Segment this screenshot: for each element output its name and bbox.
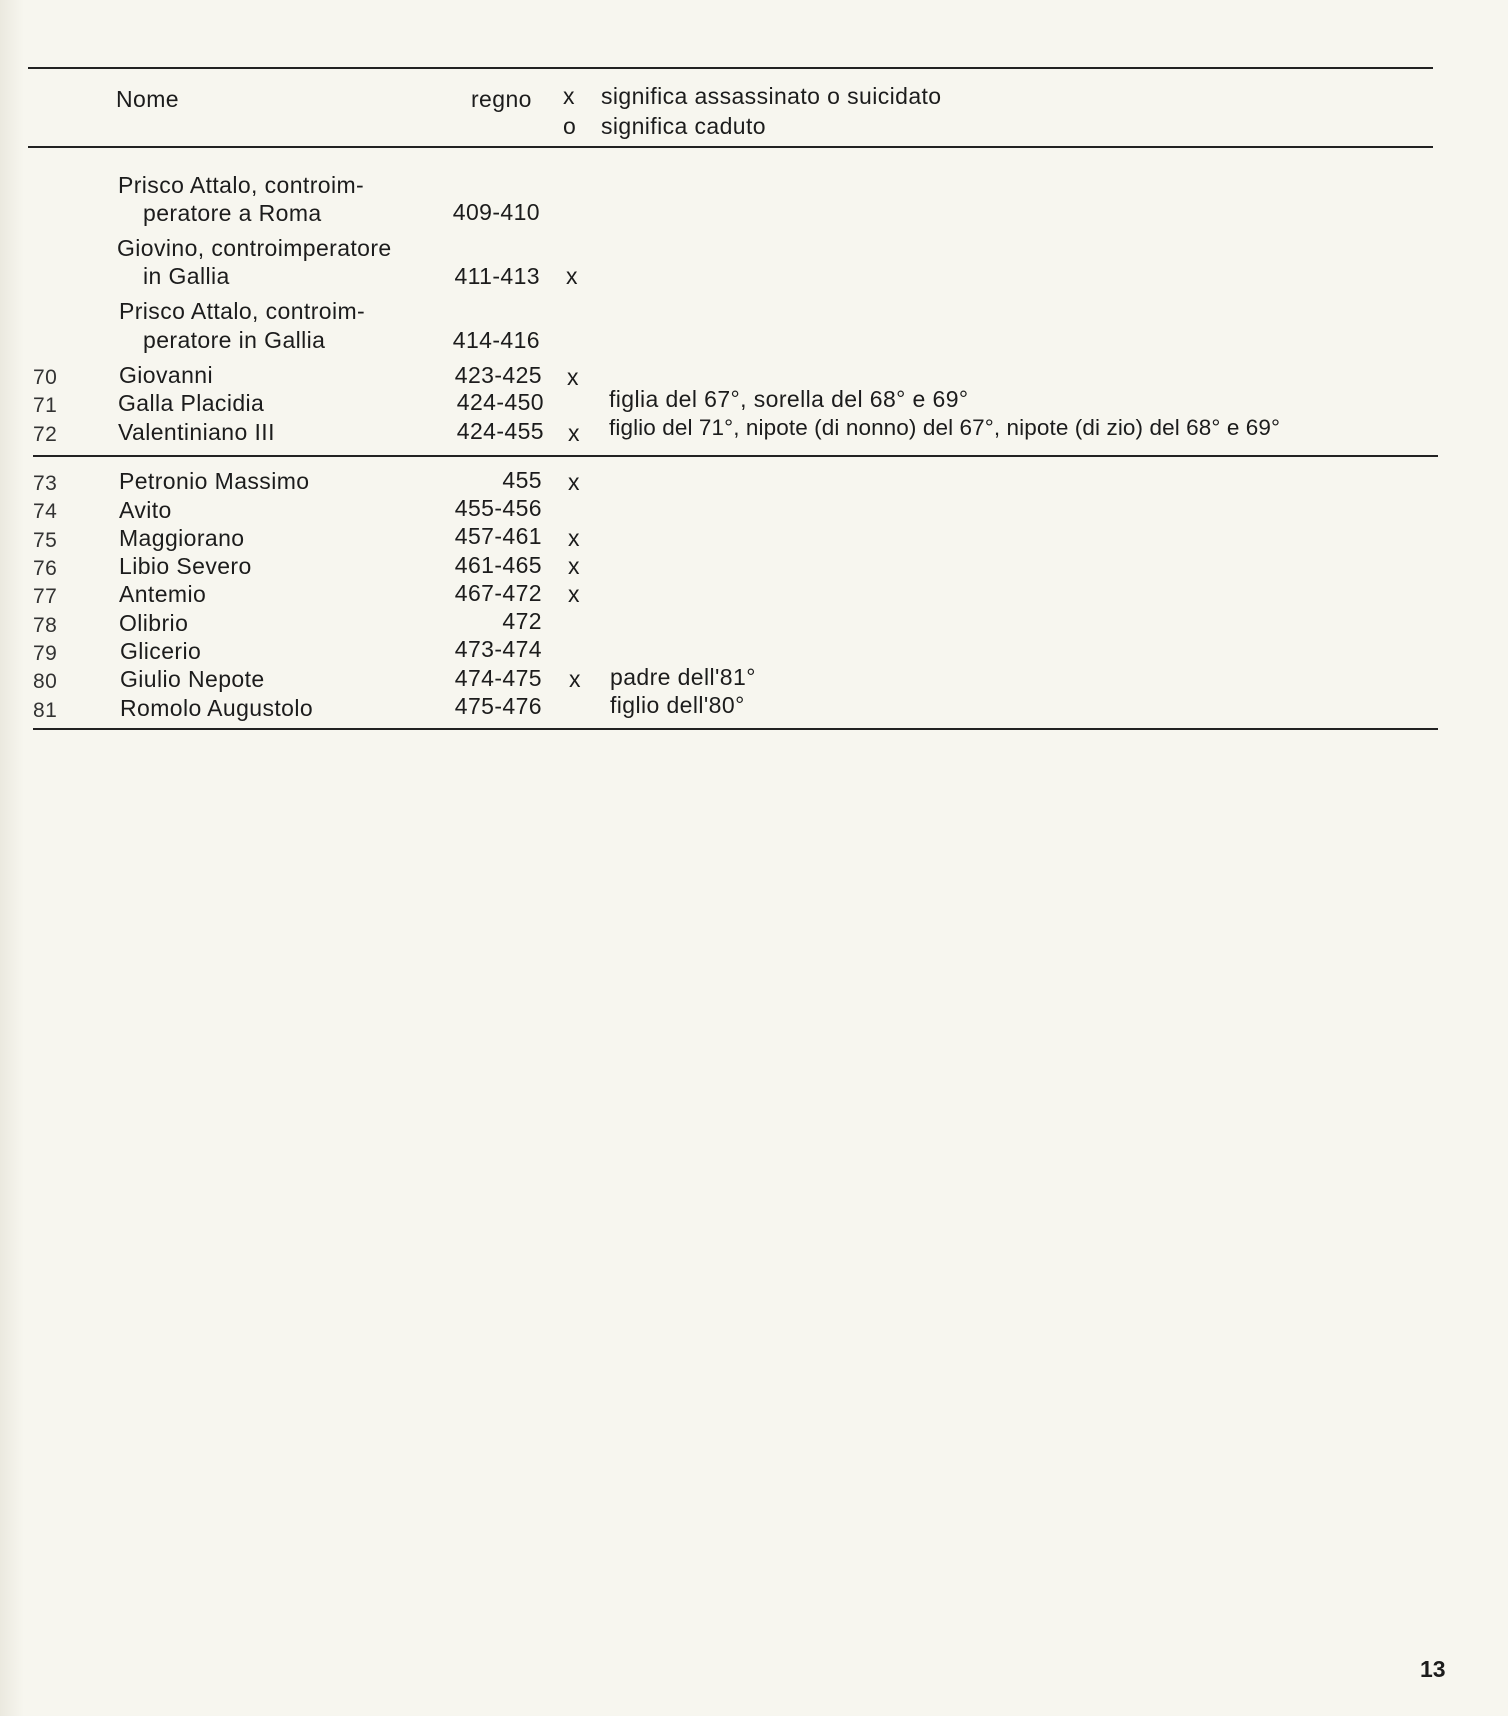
- row-a1-regno: 411-413: [454, 263, 540, 289]
- row-73-number: 73: [33, 472, 58, 495]
- row-81-name: Romolo Augustolo: [120, 695, 314, 721]
- row-79-name: Glicerio: [120, 638, 202, 664]
- row-80-mark: x: [569, 666, 581, 692]
- table-bottom-rule: [33, 728, 1438, 730]
- row-77-number: 77: [33, 585, 58, 608]
- row-70-name: Giovanni: [119, 362, 213, 388]
- row-74-name: Avito: [119, 497, 172, 523]
- row-a1-name-line1: Giovino, controimperatore: [117, 235, 392, 261]
- legend-text-o: significa caduto: [601, 113, 766, 139]
- row-71-note: figlia del 67°, sorella del 68° e 69°: [609, 386, 969, 412]
- row-76-number: 76: [33, 557, 58, 580]
- row-70-number: 70: [33, 366, 58, 389]
- row-78-number: 78: [33, 614, 58, 637]
- row-71-name: Galla Placidia: [118, 390, 265, 416]
- row-80-note: padre dell'81°: [610, 664, 756, 690]
- row-a2-regno: 414-416: [452, 327, 540, 353]
- row-79-regno: 473-474: [454, 636, 542, 662]
- row-77-name: Antemio: [119, 581, 207, 607]
- row-73-name: Petronio Massimo: [119, 468, 310, 494]
- row-72-name: Valentiniano III: [118, 419, 275, 445]
- row-76-name: Libio Severo: [119, 553, 252, 579]
- row-71-regno: 424-450: [456, 389, 544, 415]
- row-a0-regno: 409-410: [452, 199, 540, 225]
- row-78-name: Olibrio: [119, 610, 189, 636]
- row-73-regno: 455: [502, 467, 542, 493]
- page-number: 13: [1420, 1656, 1446, 1682]
- legend-symbol-x: x: [563, 83, 575, 109]
- legend-symbol-o: o: [563, 113, 577, 139]
- row-81-number: 81: [33, 699, 58, 722]
- row-74-number: 74: [33, 500, 58, 523]
- row-81-regno: 475-476: [454, 693, 542, 719]
- row-74-regno: 455-456: [454, 495, 542, 521]
- header-nome: Nome: [116, 86, 179, 112]
- row-a2-name-line1: Prisco Attalo, controim-: [119, 298, 366, 324]
- row-a2-name-line2: peratore in Gallia: [143, 327, 326, 353]
- row-71-number: 71: [33, 394, 58, 417]
- row-a0-name-line1: Prisco Attalo, controim-: [118, 172, 365, 198]
- row-72-mark: x: [568, 420, 580, 446]
- row-73-mark: x: [568, 469, 580, 495]
- header-regno: regno: [471, 86, 532, 112]
- row-75-regno: 457-461: [454, 523, 542, 549]
- row-72-note: figlio del 71°, nipote (di nonno) del 67°, nipote (di zio) del 68° e 69°: [609, 415, 1281, 440]
- row-a1-name-line2: in Gallia: [143, 263, 230, 289]
- header-bottom-rule: [28, 146, 1433, 148]
- row-80-number: 80: [33, 670, 58, 693]
- row-75-number: 75: [33, 529, 58, 552]
- row-77-regno: 467-472: [454, 580, 542, 606]
- row-79-number: 79: [33, 642, 58, 665]
- row-76-regno: 461-465: [454, 552, 542, 578]
- row-78-regno: 472: [502, 608, 542, 634]
- row-80-name: Giulio Nepote: [120, 666, 265, 692]
- row-77-mark: x: [568, 581, 580, 607]
- legend-text-x: significa assassinato o suicidato: [601, 83, 942, 109]
- row-81-note: figlio dell'80°: [610, 692, 745, 718]
- row-a1-mark: x: [566, 263, 578, 289]
- table-top-rule: [28, 67, 1433, 69]
- row-72-regno: 424-455: [456, 418, 544, 444]
- row-72-number: 72: [33, 423, 58, 446]
- row-75-name: Maggiorano: [119, 525, 245, 551]
- row-70-mark: x: [567, 364, 579, 390]
- row-70-regno: 423-425: [454, 362, 542, 388]
- row-76-mark: x: [568, 553, 580, 579]
- row-75-mark: x: [568, 525, 580, 551]
- row-a0-name-line2: peratore a Roma: [143, 200, 322, 226]
- page-edge-shade: [0, 0, 24, 1716]
- row-80-regno: 474-475: [454, 665, 542, 691]
- section-divider-rule: [33, 455, 1438, 457]
